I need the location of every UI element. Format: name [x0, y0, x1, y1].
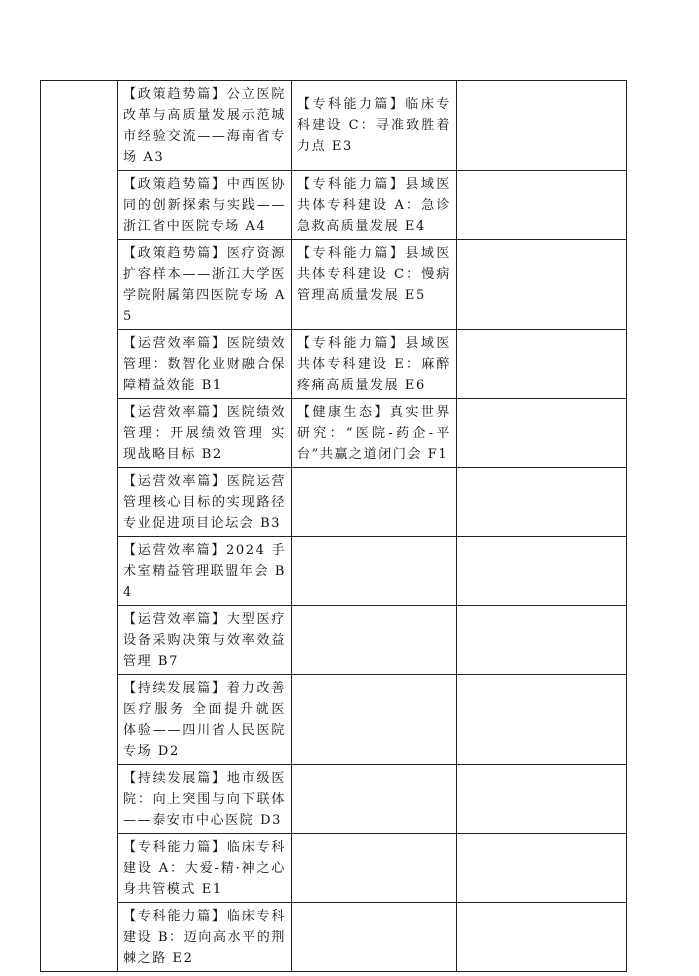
cell-text: [457, 537, 626, 542]
session-cell: [292, 240, 457, 330]
empty-cell: [457, 834, 627, 903]
cell-text: [457, 675, 626, 680]
cell-text: [292, 834, 456, 839]
session-table: [40, 80, 627, 972]
table-row: [41, 765, 627, 834]
empty-cell: [292, 903, 457, 972]
cell-text: [457, 399, 626, 404]
session-text: 【政策趋势篇】公立医院改革与高质量发展示范城市经验交流——海南省专场 A3: [123, 87, 286, 165]
session-cell: [118, 765, 292, 834]
session-text: 【运营效率篇】大型医疗设备采购决策与效率效益管理 B7: [123, 612, 286, 669]
empty-cell: [292, 606, 457, 675]
empty-cell: [457, 675, 627, 765]
empty-cell: [292, 537, 457, 606]
table-row: [41, 537, 627, 606]
cell-text: [457, 765, 626, 770]
empty-cell: [457, 606, 627, 675]
empty-cell: [292, 834, 457, 903]
session-text: 【政策趋势篇】医疗资源扩容样本——浙江大学医学院附属第四医院专场 A5: [123, 246, 286, 324]
empty-cell: [292, 765, 457, 834]
session-text: 【专科能力篇】县域医共体专科建设 A：急诊急救高质量发展 E4: [297, 177, 451, 234]
session-text: 【运营效率篇】医院运营管理核心目标的实现路径专业促进项目论坛会 B3: [123, 474, 286, 531]
session-cell: [292, 81, 457, 171]
empty-cell: [292, 675, 457, 765]
cell-text: [457, 903, 626, 908]
session-text: 【持续发展篇】地市级医院：向上突围与向下联体——泰安市中心医院 D3: [123, 771, 286, 828]
table-row: [41, 903, 627, 972]
cell-text: [292, 606, 456, 611]
table-row: [41, 834, 627, 903]
cell-text: [292, 468, 456, 473]
session-cell: [118, 171, 292, 240]
empty-cell: [457, 81, 627, 171]
session-cell: [292, 171, 457, 240]
session-cell: [118, 81, 292, 171]
cell-text: [292, 903, 456, 908]
cell-text: [457, 834, 626, 839]
cell-text: [292, 675, 456, 680]
empty-cell: [457, 240, 627, 330]
table-row: [41, 399, 627, 468]
table-row: [41, 81, 627, 171]
cell-text: [457, 171, 626, 176]
session-text: 【运营效率篇】医院绩效管理：数智化业财融合保障精益效能 B1: [123, 336, 286, 393]
cell-text: [457, 330, 626, 335]
table-row: [41, 240, 627, 330]
empty-cell: [457, 537, 627, 606]
table-row: [41, 330, 627, 399]
table-row: [41, 171, 627, 240]
session-cell: [292, 330, 457, 399]
session-text: 【专科能力篇】临床专科建设 A：大爱-精·神之心身共管模式 E1: [123, 840, 286, 897]
session-text: 【专科能力篇】临床专科建设 B：迈向高水平的荆棘之路 E2: [123, 909, 286, 966]
table-row: [41, 606, 627, 675]
empty-cell: [457, 399, 627, 468]
session-cell: [292, 399, 457, 468]
empty-cell: [292, 468, 457, 537]
session-text: 【健康生态】真实世界研究：“医院-药企-平台”共赢之道闭门会 F1: [297, 405, 451, 462]
session-cell: [118, 330, 292, 399]
cell-text: [457, 606, 626, 611]
session-cell: [118, 240, 292, 330]
session-text: 【专科能力篇】县域医共体专科建设 C：慢病管理高质量发展 E5: [297, 246, 451, 303]
session-cell: [118, 675, 292, 765]
session-cell: [118, 903, 292, 972]
session-cell: [118, 537, 292, 606]
cell-text: [292, 537, 456, 542]
empty-cell: [457, 171, 627, 240]
cell-text: [457, 240, 626, 245]
first-column-merged-cell: [41, 81, 118, 972]
session-text: 【专科能力篇】县域医共体专科建设 E：麻醉疼痛高质量发展 E6: [297, 336, 451, 393]
session-cell: [118, 606, 292, 675]
cell-text: [292, 765, 456, 770]
table-row: [41, 468, 627, 537]
session-cell: [118, 399, 292, 468]
empty-cell: [457, 903, 627, 972]
session-text: 【持续发展篇】着力改善医疗服务 全面提升就医体验——四川省人民医院专场 D2: [123, 681, 286, 759]
session-text: 【运营效率篇】医院绩效管理：开展绩效管理 实现战略目标 B2: [123, 405, 286, 462]
session-text: 【专科能力篇】临床专科建设 C：寻准致胜着力点 E3: [297, 97, 451, 154]
cell-text: [457, 81, 626, 86]
session-text: 【政策趋势篇】中西医协同的创新探索与实践——浙江省中医院专场 A4: [123, 177, 286, 234]
session-cell: [118, 468, 292, 537]
session-text: 【运营效率篇】2024 手术室精益管理联盟年会 B4: [123, 543, 286, 600]
session-cell: [118, 834, 292, 903]
table-row: [41, 675, 627, 765]
empty-cell: [457, 468, 627, 537]
empty-cell: [457, 765, 627, 834]
empty-cell: [457, 330, 627, 399]
cell-text: [457, 468, 626, 473]
